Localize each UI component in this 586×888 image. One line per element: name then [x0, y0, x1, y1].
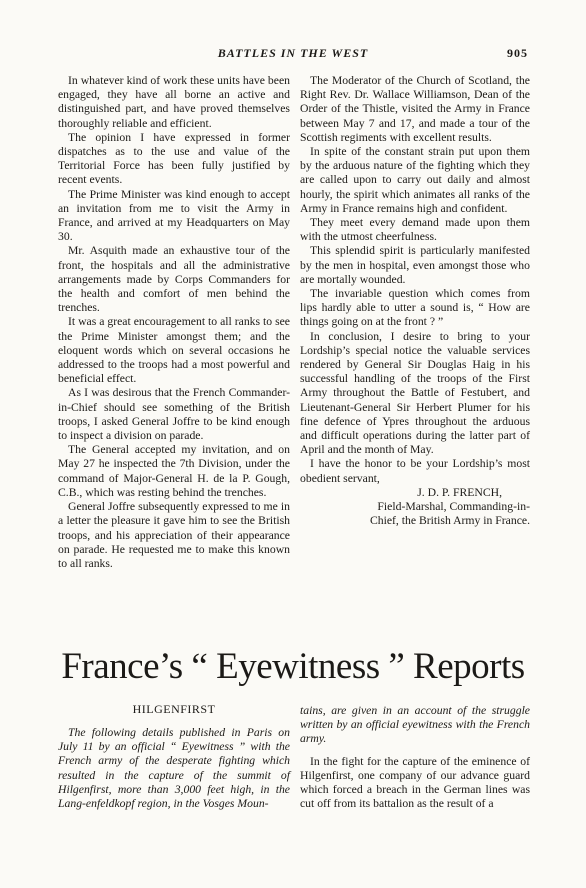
- column-bottom-left: [58, 726, 290, 811]
- signature-name: J. D. P. FRENCH,: [417, 485, 502, 499]
- paragraph: The Moderator of the Church of Scotland, the Right Rev. Dr. Wallace Williamson, Dean of the Order of the Thistle, visited the Army in France between May 7 and 17, and made a tour of the Scottish regiments with excellent results.: [300, 74, 530, 144]
- paragraph: As I was desirous that the French Commander-in-Chief should see something of the British troops, I asked General Joffre to be kind enough to inspect a division on parade.: [58, 386, 290, 443]
- section-heading: HILGENFIRST: [132, 702, 216, 716]
- page-number: 905: [507, 46, 528, 60]
- paragraph: This splendid spirit is particularly manifested by the men in hospital, even amongst those who are mortally wounded.: [300, 244, 530, 286]
- article-intro: The following details published in Paris on July 11 by an official “ Eyewitness ” with the French army of the desperate fighting which resulted in the capture of the summit of Hilgenfirst, more than 3,000 feet high, in the Lang-enfeldkopf region, in the Vosges Moun-: [58, 726, 290, 811]
- paragraph: Mr. Asquith made an exhaustive tour of the front, the hospitals and all the administrative arrangements made by Corps Commanders for the health and comfort of men behind the trenches.: [58, 244, 290, 315]
- article-title: France’s “ Eyewitness ” Reports: [61, 646, 525, 687]
- paragraph: They meet every demand made upon them with the utmost cheerfulness.: [300, 216, 530, 244]
- paragraph: In the fight for the capture of the eminence of Hilgenfirst, one company of our advance guard which forced a breach in the German lines was cut off from its battalion as the result of a: [300, 754, 530, 811]
- paragraph: In conclusion, I desire to bring to your Lordship’s special notice the valuable services rendered by General Sir Douglas Haig in his successful handling of the troops of the First Army throughout the Battle of Festubert, and Lieutenant-General Sir Herbert Plumer for his fine defence of Ypres throughout the arduous and difficult operations during the latter part of April and the month of May.: [300, 329, 530, 457]
- paragraph: The opinion I have expressed in former dispatches as to the use and value of the Territorial Force has been fully justified by recent events.: [58, 130, 290, 187]
- column-bottom-right: [300, 704, 530, 811]
- signature-org: Chief, the British Army in France.: [369, 514, 530, 528]
- page-header: [58, 46, 528, 64]
- paragraph: In spite of the constant strain put upon them by the arduous nature of the fighting which they are called upon to carry out daily and almost hourly, the spirit which animates all ranks of the Army in France remains high and confident.: [300, 145, 530, 215]
- column-top-left: [58, 74, 290, 571]
- paragraph: The invariable question which comes from lips hardly able to utter a sound is, “ How are things going on at the front ? ”: [300, 287, 530, 329]
- article-intro-continued: tains, are given in an account of the struggle written by an official eyewitness with the French army.: [300, 704, 530, 746]
- running-title: BATTLES IN THE WEST: [217, 46, 369, 60]
- paragraph: The General accepted my invitation, and on May 27 he inspected the 7th Division, under the command of Major-General H. de la P. Gough, C.B., which was resting behind the trenches.: [58, 443, 290, 499]
- paragraph: I have the honor to be your Lordship’s most obedient servant,: [300, 457, 530, 485]
- paragraph: The Prime Minister was kind enough to accept an invitation from me to visit the Army in France, and arrived at my Headquarters on May 30.: [58, 187, 290, 244]
- column-top-right: [300, 74, 530, 529]
- paragraph: In whatever kind of work these units have been engaged, they have all borne an active and distinguished part, and have proved themselves thoroughly reliable and efficient.: [58, 74, 290, 130]
- paragraph: It was a great encouragement to all ranks to see the Prime Minister amongst them; and the eloquent words which on several occasions he addressed to the troops had a most powerful and beneficial effect.: [58, 315, 290, 386]
- paragraph: General Joffre subsequently expressed to me in a letter the pleasure it gave him to see the British troops, and his appreciation of their appearance on parade. He requested me to make this known to all ranks.: [58, 500, 290, 570]
- signature-title: Field-Marshal, Commanding-in-: [377, 500, 530, 514]
